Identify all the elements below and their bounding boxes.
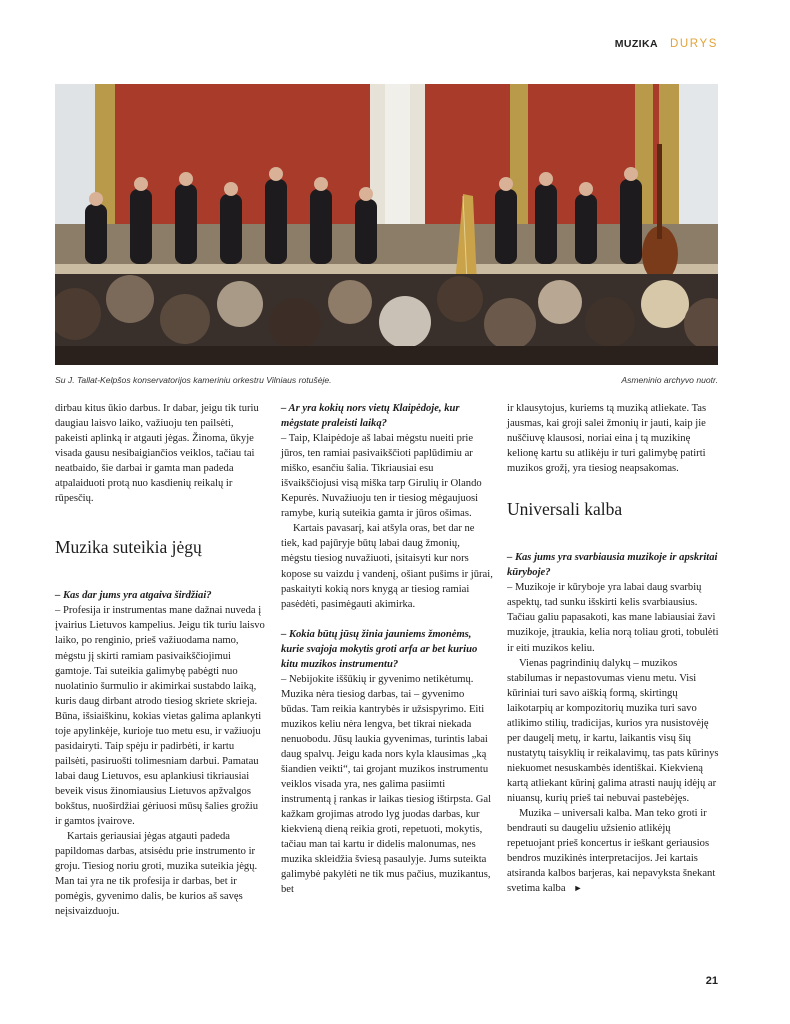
paragraph: Kartais pavasarį, kai atšyla oras, bet dar ne tiek, kad pajūryje būtų labai daug žmonių, mėgstu tiesiog nuvažiuoti, įsitaisyti kur nors kopose su vaizdu į vandenį, ošiant pušims ir jūrai, paskaityti kokią nors knygą ar tiesiog ramiai pasėdėti, pasimėgauti akimirka. [281, 523, 493, 610]
interview-question: – Ar yra kokių nors vietų Klaipėdoje, kur mėgstate praleisti laiką? [281, 403, 460, 430]
article-column-3 [507, 401, 719, 896]
magazine-brand: DURYS [669, 38, 718, 50]
paragraph-last [507, 806, 719, 896]
photo-credit: Asmeninio archyvo nuotr. [621, 375, 718, 385]
caption-text: Su J. Tallat-Kelpšos konservatorijos kameriniu orkestru Vilniaus rotušėje. [55, 375, 332, 385]
continue-arrow-icon: ► [573, 883, 583, 894]
article-column-2 [281, 401, 493, 898]
running-header [615, 38, 718, 54]
paragraph: – Taip, Klaipėdoje aš labai mėgstu nueiti prie jūros, ten ramiai pasivaikščioti paplūdimiu ar miško, esančiu šalia. Tikriausiai esu išvaikščiojusi visą miška tarp Girulių ir Olando Kepurės. Nuvažiuoju ten ir tiesiog mėgaujuosi ramybe, kurią suteikia gamta ir jūros ošimas. [281, 433, 482, 520]
section-label: MUZIKA [614, 38, 658, 50]
paragraph: – Muzikoje ir kūryboje yra labai daug svarbių aspektų, tad sunku išskirti kelis svarbiausius. Tačiau galiu papasakoti, kas mane labiausiai žavi muzikoje, įtraukia, kelia norą toliau groti, tobulėti ir eiti muzikos keliu. [507, 582, 719, 654]
paragraph: Kartais geriausiai jėgas atgauti padeda papildomas darbas, atsisėdu prie instrumento ir groju. Tiesiog noriu groti, muzika suteikia jėgų. Man tai yra ne tik profesija ir darbas, bet ir pomėgis, gyvenimo dalis, be kurios aš savęs neįsivaizduoju. [55, 831, 258, 918]
subheading-universal-language: Universali kalba [507, 499, 623, 520]
article-column-1 [55, 401, 267, 919]
concert-photo-illustration [55, 84, 718, 365]
photo-caption [55, 375, 718, 389]
interview-question: – Kokia būtų jūsų žinia jauniems žmonėms, kurie svajoja mokytis groti arfa ar bet kuriuo kitu muzikos instrumentu? [281, 628, 478, 670]
paragraph: – Profesija ir instrumentas mane dažnai nuveda į įvairius Lietuvos kampelius. Jeigu tik turiu laisvo laiko, po renginio, prieš važiuodama namo, mėgstu jį skirti ramiam pasivaikščiojimui gamtoje. Tai suteikia galimybę pabėgti nuo nuolatinio šurmulio ir akimirkai sustabdo laiką, kuris daug dirbant atrodo tiesiog skriete skrieja. Būna, išsiaiškinu, kokias vietas galima aplankyti toje apylinkėje, kurioje tuo metu esu, ir važiuoju pasidairyti. Taip spėju ir padirbėti, ir kartu pailsėti, pasiruošti tolimesniam darbui. Pamatau labai daug Lietuvos, esu aplankiusi tikriausiai beveik visus žinomiausius Lietuvos apžvalgos bokštus, nuoširdžiai gėriuosi mūsų šalies grožiu ir gamtos įvairove. [55, 605, 265, 828]
paragraph: dirbau kitus ūkio darbus. Ir dabar, jeigu tik turiu daugiau laisvo laiko, važiuoju ten pailsėti, pakeisti aplinką ir atgauti jėgas. Žinoma, ūkyje visada gausu nesibaigiančios veiklos, tačiau tai neatbaido, šie darbai ir gamta man padeda atpalaiduoti protą nuo kasdienių reikalų ir rūpesčių. [55, 403, 259, 505]
interview-question: – Kas dar jums yra atgaiva širdžiai? [55, 590, 212, 602]
paragraph: – Nebijokite iššūkių ir gyvenimo netikėtumų. Muzika nėra tiesiog darbas, tai – gyvenimo būdas. Tam reikia kantrybės ir užsispyrimo. Eiti muzikos keliu nėra lengva, bet tikrai niekada nenuobodu. Jūsų laukia gyvenimas, turintis labai daug spalvų. Jeigu kada nors kyla klausimas „ką šiandien veikti“, tai grojant muzikos instrumentu veiklos visada yra, nes galima pasiimti instrumentą į rankas ir laikas tiesiog ištirpsta. Gal kažkam grojimas atrodo lyg juodas darbas, kur kiekvieną dieną reikia groti, repetuoti, mokytis, tačiau man tai kartu ir didelis malonumas, nes muzika skleidžia šviesą pasaulyje. Jums suteikta galimybė pakylėti ne tik mus pačius, muzikantus, bet [281, 673, 492, 896]
page-number: 21 [705, 975, 718, 987]
paragraph: Vienas pagrindinių dalykų – muzikos stabilumas ir nepastovumas vienu metu. Visi kūriniai turi savo aiškią formą, skirtingų laikotarpių ar kompozitorių muzika turi savo atlikimo stilių, tradicijas, kurios yra nusistovėję per daugelį metų, ir kartu, laikantis visų šių nustatytų taisyklių ir reikalavimų, tas pats kūrinys niekuomet nesuskambės identiškai. Kiekvieną kartą atliekant kūrinį galima atrasti naujų idėjų ar niuansų, kurių prieš tai nebuvai pastebėjęs. [507, 657, 719, 804]
paragraph-text: Muzika – universali kalba. Man teko groti ir bendrauti su daugeliu užsienio atlikėjų repetuojant prieš koncertus ir ieškant geriausios bendros muzikinės interpretacijos. Jei kartais atsiranda kalbos barjeras, kai nepavyksta šnekant svetima kalba [507, 808, 716, 895]
interview-question: – Kas jums yra svarbiausia muzikoje ir apskritai kūryboje? [507, 552, 718, 579]
concert-photo [55, 84, 718, 365]
paragraph: ir klausytojus, kuriems tą muziką atliekate. Tas jausmas, kai groji salei žmonių ir jauti, kaip jie nuščiuvę klausosi, noriai eina į tą muzikinę kelionę kartu su atlikėju ir turi galimybę patirti muzikos grožį, yra tiesiog neapsakomas. [507, 403, 707, 475]
subheading-strength: Muzika suteikia jėgų [55, 537, 202, 558]
